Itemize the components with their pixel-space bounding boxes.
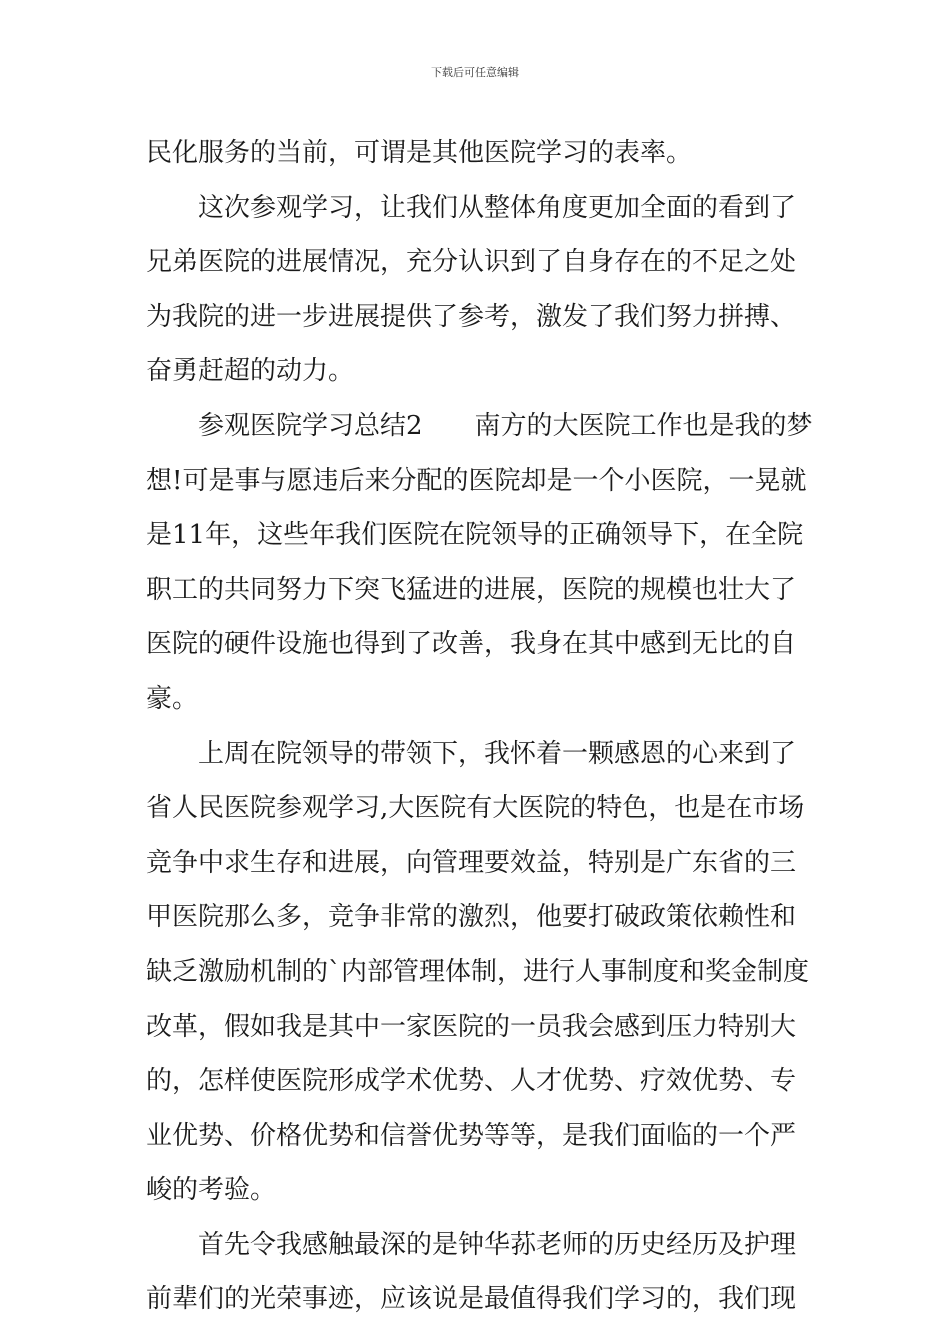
text-line: 业优势、价格优势和信誉优势等等，是我们面临的一个严 <box>146 1120 797 1151</box>
text-line: 竞争中求生存和进展，向管理要效益，特别是广东省的三 <box>146 847 797 878</box>
text-line: 兄弟医院的进展情况，充分认识到了自身存在的不足之处 <box>146 247 797 278</box>
text-line: 峻的考验。 <box>146 1175 277 1206</box>
text-line: 医院的硬件设施也得到了改善，我身在其中感到无比的自 <box>146 629 797 660</box>
text-line: 这次参观学习，让我们从整体角度更加全面的看到了 <box>198 192 797 223</box>
text-line: 甲医院那么多，竞争非常的激烈，他要打破政策依赖性和 <box>146 902 797 933</box>
text-line: 缺乏激励机制的`内部管理体制，进行人事制度和奖金制度 <box>146 956 810 987</box>
text-line: 改革，假如我是其中一家医院的一员我会感到压力特别大 <box>146 1011 797 1042</box>
section-title-line: 参观医院学习总结2 南方的大医院工作也是我的梦 <box>198 410 813 441</box>
text-line: 为我院的进一步进展提供了参考，激发了我们努力拼搏、 <box>146 301 797 332</box>
document-body <box>146 126 813 1327</box>
text-line: 省人民医院参观学习,大医院有大医院的特色，也是在市场 <box>146 793 805 824</box>
text-line: 上周在院领导的带领下，我怀着一颗感恩的心来到了 <box>198 738 797 769</box>
text-line: 是11年，这些年我们医院在院领导的正确领导下，在全院 <box>146 520 804 551</box>
text-line: 前辈们的光荣事迹，应该说是最值得我们学习的，我们现 <box>146 1284 797 1315</box>
text-line: 豪。 <box>146 683 199 714</box>
text-line: 职工的共同努力下突飞猛进的进展，医院的规模也壮大了 <box>146 574 797 605</box>
text-line: 民化服务的当前，可谓是其他医院学习的表率。 <box>146 138 693 168</box>
text-line: 的，怎样使医院形成学术优势、人才优势、疗效优势、专 <box>146 1066 797 1097</box>
page-header-note: 下载后可任意编辑 <box>431 66 519 79</box>
text-line: 想!可是事与愿违后来分配的医院却是一个小医院，一晃就 <box>146 465 807 496</box>
text-line: 首先令我感触最深的是钟华荪老师的历史经历及护理 <box>198 1229 797 1260</box>
text-line: 奋勇赶超的动力。 <box>146 356 355 387</box>
